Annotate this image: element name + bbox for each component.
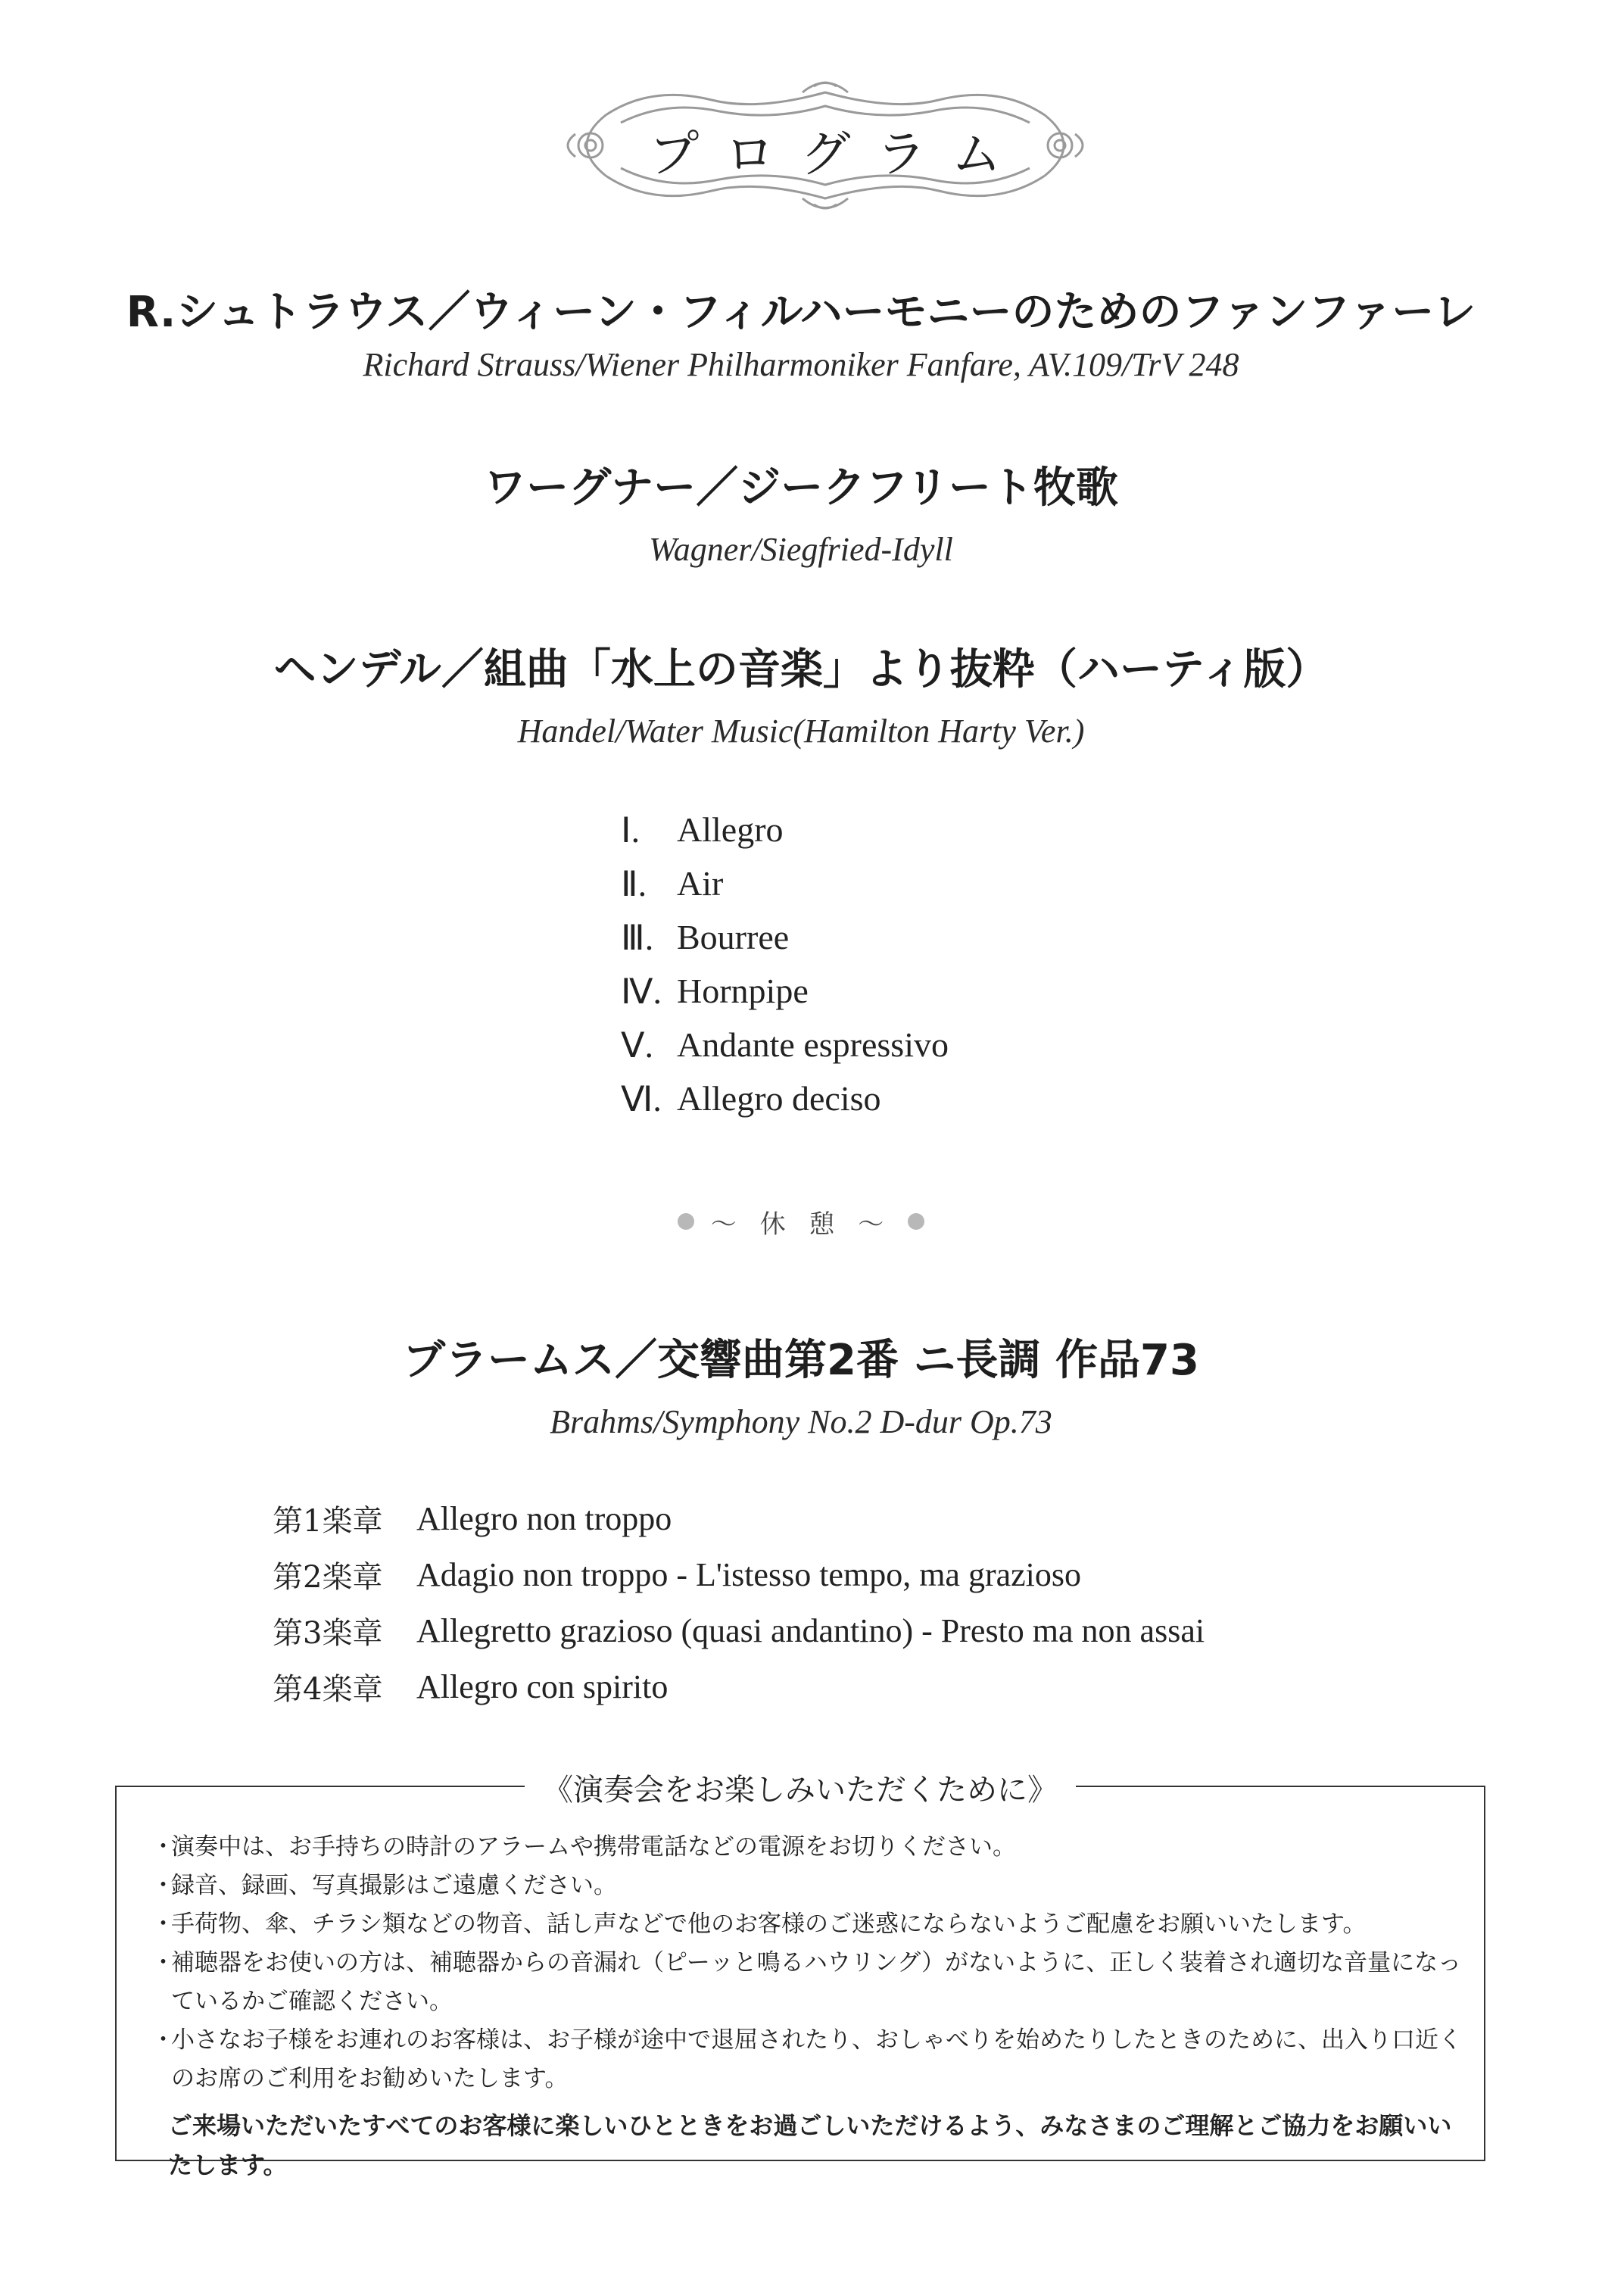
brahms-title-ja: ブラームス／交響曲第2番 ニ長調 作品73 — [403, 1336, 1199, 1385]
list-item — [621, 910, 1226, 964]
list-item — [151, 1828, 1469, 1867]
movement-name: Allegretto grazioso (quasi andantino) - Presto ma non assai — [416, 1611, 1205, 1649]
piece-2-title-en: Wagner/Siegfried-Idyll — [649, 531, 953, 568]
list-item — [621, 856, 1226, 910]
bullet-icon: ・ — [151, 1872, 175, 1899]
notice-text: 録音、録画、写真撮影はご遠慮ください。 — [171, 1872, 617, 1899]
list-item — [151, 2021, 1469, 2098]
piece-1-title-ja: R.シュトラウス／ウィーン・フィルハーモニーのためのファンファーレ — [126, 288, 1476, 337]
movement-number: Ⅲ. — [621, 918, 654, 957]
movement-name: Air — [677, 864, 724, 903]
movement-label: 第2楽章 — [273, 1559, 383, 1595]
list-item — [273, 1490, 1484, 1546]
dot-icon — [678, 1213, 694, 1230]
piece-3-title-ja: ヘンデル／組曲「水上の音楽」より抜粋（ハーティ版） — [273, 645, 1329, 694]
list-item — [621, 1018, 1226, 1072]
notice-text: 手荷物、傘、チラシ類などの物音、話し声などで他のお客様のご迷惑にならないようご配慮をお願いいたします。 — [171, 1911, 1367, 1938]
piece-2-title-ja: ワーグナー／ジークフリート牧歌 — [484, 463, 1118, 513]
program-title: プログラム — [649, 125, 1027, 183]
movement-name: Allegro — [677, 810, 784, 849]
brahms-movement-list — [273, 1490, 1484, 1714]
movement-name: Andante espressivo — [677, 1025, 949, 1064]
list-item — [273, 1546, 1484, 1602]
bullet-icon: ・ — [151, 1911, 175, 1938]
movement-name: Allegro deciso — [677, 1079, 881, 1118]
list-item — [273, 1602, 1484, 1658]
handel-movement-list — [621, 803, 1226, 1125]
list-item — [151, 1867, 1469, 1905]
piece-3-title-en: Handel/Water Music(Hamilton Harty Ver.) — [517, 713, 1085, 750]
movement-number: Ⅱ. — [621, 864, 647, 903]
list-item — [621, 964, 1226, 1018]
movement-number: Ⅰ. — [621, 810, 640, 850]
notice-text: 小さなお子様をお連れのお客様は、お子様が途中で退屈されたり、おしゃべりを始めたりしたときのために、出入り口近くのお席のご利用をお勧めいたします。 — [171, 2026, 1462, 2092]
notice-list — [151, 1828, 1469, 2185]
movement-name: Adagio non troppo - L'istesso tempo, ma grazioso — [416, 1555, 1082, 1593]
dot-icon — [908, 1213, 924, 1230]
notice-text: 補聴器をお使いの方は、補聴器からの音漏れ（ピーッと鳴るハウリング）がないように、正しく装着され適切な音量になっているかご確認ください。 — [171, 1949, 1462, 2015]
bullet-icon: ・ — [151, 1949, 175, 1976]
bullet-icon: ・ — [151, 2026, 175, 2054]
movement-number: Ⅴ. — [621, 1025, 653, 1065]
movement-name: Allegro con spirito — [416, 1667, 669, 1705]
movement-label: 第4楽章 — [273, 1671, 383, 1707]
movement-name: Bourree — [677, 918, 790, 956]
intermission — [0, 1203, 1602, 1240]
movement-name: Allegro non troppo — [416, 1499, 672, 1537]
bullet-icon: ・ — [151, 1833, 175, 1861]
notice-closing: ご来場いただいたすべてのお客様に楽しいひとときをお過ごしいただけるよう、みなさまのご理解とご協力をお願いいたします。 — [168, 2111, 1452, 2179]
movement-number: Ⅵ. — [621, 1079, 662, 1118]
movement-label: 第1楽章 — [273, 1503, 383, 1539]
notice-heading: 《演奏会をお楽しみいただくために》 — [525, 1773, 1076, 1808]
movement-number: Ⅳ. — [621, 972, 662, 1011]
movement-label: 第3楽章 — [273, 1615, 383, 1651]
intermission-label: ～ 休 憩 ～ — [710, 1209, 892, 1240]
concert-etiquette-notice — [115, 1773, 1485, 2179]
list-item — [151, 1905, 1469, 1944]
list-item — [621, 803, 1226, 856]
program-header — [560, 70, 1090, 221]
list-item — [151, 1944, 1469, 2021]
brahms-title-en: Brahms/Symphony No.2 D-dur Op.73 — [550, 1403, 1052, 1440]
list-item — [273, 1658, 1484, 1714]
notice-text: 演奏中は、お手持ちの時計のアラームや携帯電話などの電源をお切りください。 — [171, 1833, 1016, 1861]
list-item — [621, 1072, 1226, 1125]
movement-name: Hornpipe — [677, 972, 809, 1010]
piece-1-title-en: Richard Strauss/Wiener Philharmoniker Fanfare, AV.109/TrV 248 — [363, 346, 1239, 383]
